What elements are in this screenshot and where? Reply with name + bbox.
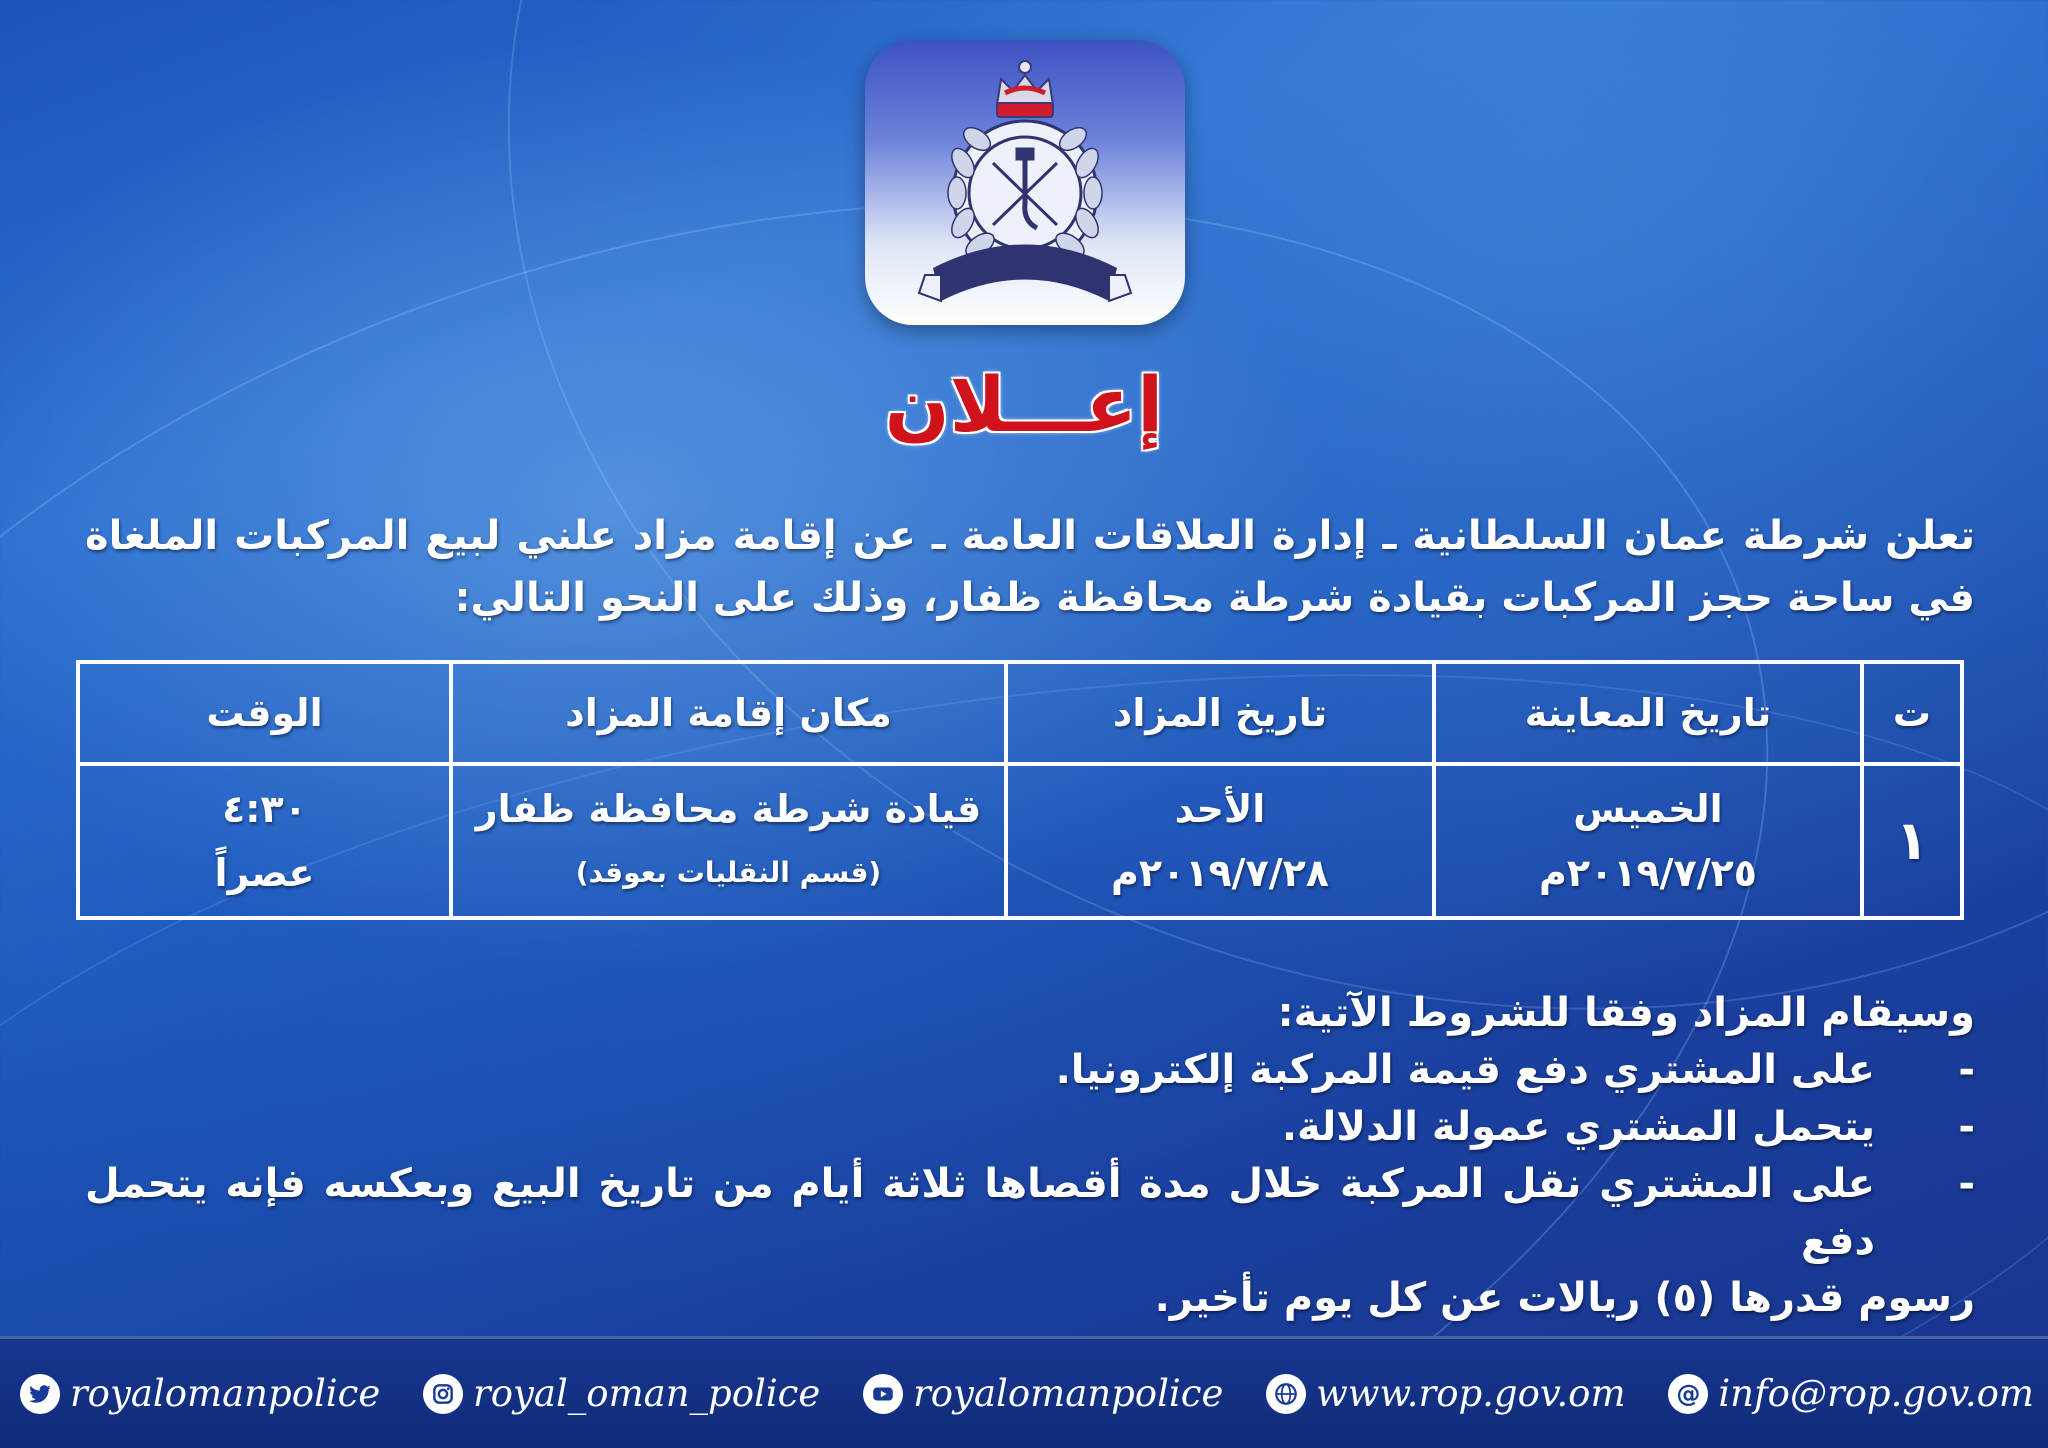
- auction-date-cell: [1006, 764, 1434, 918]
- list-item: [85, 1042, 1975, 1099]
- conditions-lead: وسيقام المزاد وفقا للشروط الآتية:: [1277, 990, 1975, 1036]
- auction-place-cell: [451, 764, 1006, 918]
- email-address: info@rop.gov.om: [1718, 1372, 2034, 1415]
- place-line-2: (قسم النقليات بعوقد): [575, 856, 882, 889]
- inspection-date-cell: [1434, 764, 1862, 918]
- youtube-link[interactable]: [863, 1372, 1223, 1415]
- list-dash: -: [1958, 1047, 1975, 1093]
- announcement-title: إعـــلان: [884, 360, 1164, 449]
- crown-icon: [997, 61, 1053, 117]
- header-auction-date: تاريخ المزاد: [1006, 662, 1434, 764]
- list-item: [85, 1156, 1975, 1270]
- header-number: ت: [1862, 662, 1962, 764]
- condition-continuation: رسوم قدرها (٥) ريالات عن كل يوم تأخير.: [1154, 1275, 1975, 1321]
- inspection-date: ٢٠١٩/٧/٢٥م: [1539, 851, 1757, 895]
- intro-paragraph: تعلن شرطة عمان السلطانية ـ إدارة العلاقات العامة ـ عن إقامة مزاد علني لبيع المركبات الملغاة في ساحة حجز المركبات بقيادة شرطة محافظة ظفار، وذلك على النحو التالي:: [85, 513, 1975, 621]
- globe-icon: [1266, 1374, 1306, 1414]
- website-url: www.rop.gov.om: [1316, 1372, 1626, 1415]
- twitter-handle: royalomanpolice: [70, 1372, 381, 1415]
- rop-logo: [865, 40, 1185, 325]
- header-auction-place: مكان إقامة المزاد: [451, 662, 1006, 764]
- twitter-icon: [20, 1374, 60, 1414]
- condition-text: على المشتري نقل المركبة خلال مدة أقصاها ثلاثة أيام من تاريخ البيع وبعكسه فإنه يتحمل دفع: [85, 1161, 1875, 1264]
- condition-text: يتحمل المشتري عمولة الدلالة.: [1281, 1104, 1875, 1150]
- table-header-row: [78, 662, 1962, 764]
- condition-text: على المشتري دفع قيمة المركبة إلكترونيا.: [1055, 1047, 1875, 1093]
- instagram-link[interactable]: [423, 1372, 820, 1415]
- header-inspection-date: تاريخ المعاينة: [1434, 662, 1862, 764]
- youtube-handle: royalomanpolice: [913, 1372, 1224, 1415]
- twitter-link[interactable]: [20, 1372, 380, 1415]
- conditions-section: [85, 985, 1975, 1327]
- youtube-icon: [863, 1374, 903, 1414]
- list-dash: -: [1958, 1161, 1975, 1207]
- social-footer: [0, 1336, 2048, 1448]
- header-time: الوقت: [78, 662, 451, 764]
- auction-date: ٢٠١٩/٧/٢٨م: [1111, 851, 1329, 895]
- rop-emblem-icon: [905, 53, 1145, 313]
- at-icon: @: [1668, 1374, 1708, 1414]
- table-row: [78, 764, 1962, 918]
- place-line-1: قيادة شرطة محافظة ظفار: [475, 787, 982, 831]
- inspection-day: الخميس: [1573, 787, 1723, 831]
- auction-schedule-table: [76, 660, 1964, 920]
- email-link[interactable]: [1668, 1372, 2034, 1415]
- time-value: ٤:٣٠: [222, 787, 307, 831]
- auction-day: الأحد: [1174, 787, 1266, 831]
- time-period: عصراً: [214, 851, 315, 895]
- instagram-icon: [423, 1374, 463, 1414]
- list-item: [85, 1099, 1975, 1156]
- time-cell: [78, 764, 451, 918]
- row-number: ١: [1862, 764, 1962, 918]
- instagram-handle: royal_oman_police: [473, 1372, 821, 1415]
- list-dash: -: [1958, 1104, 1975, 1150]
- website-link[interactable]: [1266, 1372, 1625, 1415]
